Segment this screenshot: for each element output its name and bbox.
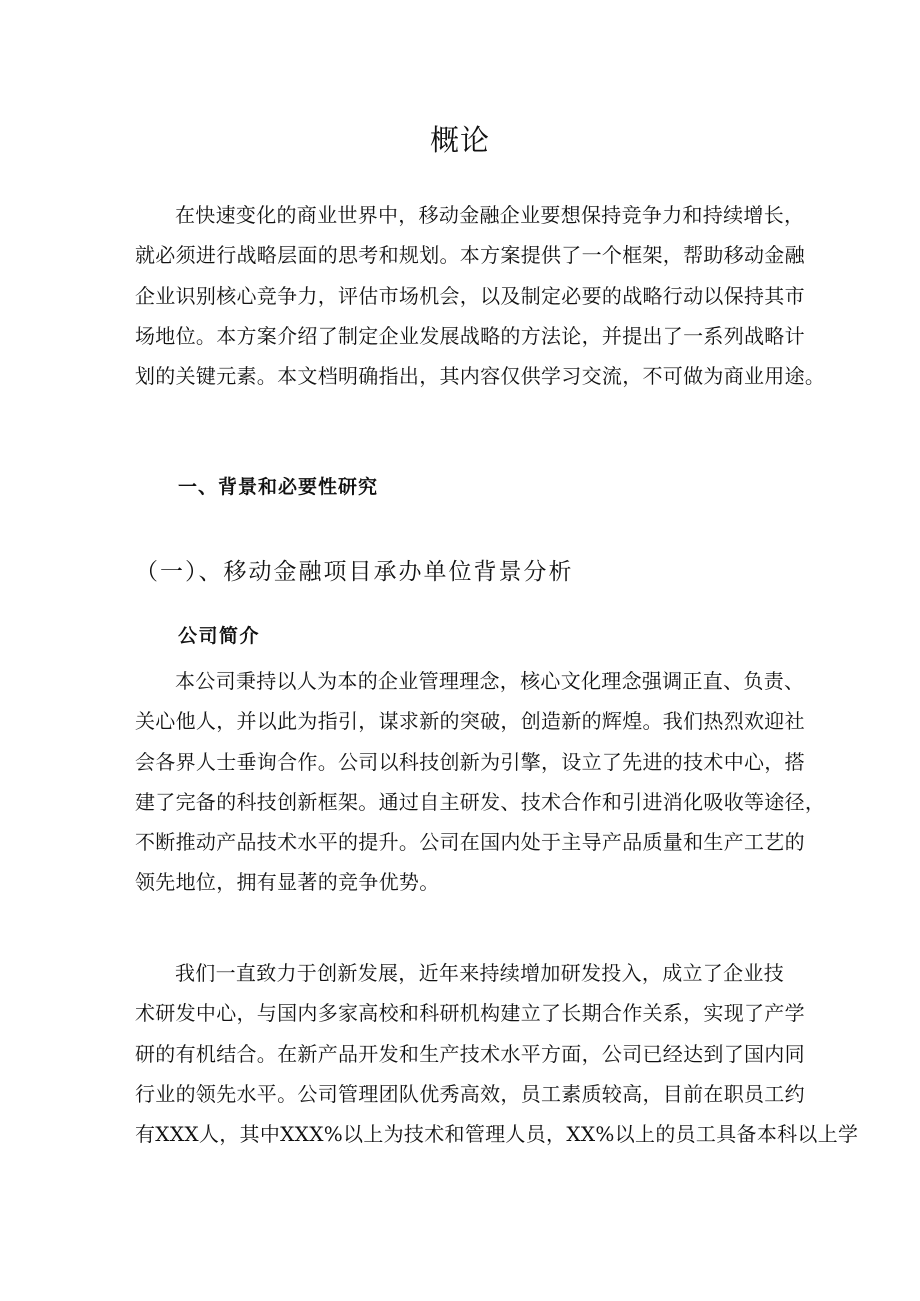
paragraph-line: 本公司秉持以人为本的企业管理理念，核心文化理念强调正直、负责、	[175, 669, 805, 693]
company-paragraph-1	[135, 661, 826, 903]
intro-line: 企业识别核心竞争力，评估市场机会，以及制定必要的战略行动以保持其市	[135, 283, 805, 308]
paragraph-line: 不断推动产品技术水平的提升。公司在国内处于主导产品质量和生产工艺的	[135, 830, 805, 855]
subsection-heading: （一）、移动金融项目承办单位背景分析	[135, 559, 574, 585]
intro-paragraph	[135, 195, 826, 396]
company-intro-heading: 公司简介	[178, 625, 261, 647]
paragraph-line: 会各界人士垂询合作。公司以科技创新为引擎，设立了先进的技术中心，搭	[135, 749, 805, 774]
paragraph-line: 关心他人，并以此为指引，谋求新的突破，创造新的辉煌。我们热烈欢迎社	[135, 709, 805, 734]
section-heading: 一、背景和必要性研究	[178, 476, 379, 498]
paragraph-line: 领先地位，拥有显著的竞争优势。	[135, 870, 440, 895]
paragraph-line: 有XXX人，其中XXX%以上为技术和管理人员，XX%以上的员工具备本科以上学	[135, 1122, 859, 1147]
paragraph-line: 术研发中心，与国内多家高校和科研机构建立了长期合作关系，实现了产学	[135, 1001, 805, 1026]
paragraph-line: 行业的领先水平。公司管理团队优秀高效，员工素质较高，目前在职员工约	[135, 1081, 805, 1106]
intro-line: 场地位。本方案介绍了制定企业发展战略的方法论，并提出了一系列战略计	[135, 323, 805, 348]
paragraph-line: 建了完备的科技创新框架。通过自主研发、技术合作和引进消化吸收等途径，	[135, 789, 826, 814]
document-title: 概论	[429, 123, 490, 157]
company-paragraph-2	[135, 953, 859, 1154]
intro-line: 就必须进行战略层面的思考和规划。本方案提供了一个框架，帮助移动金融	[135, 243, 805, 268]
intro-line: 在快速变化的商业世界中，移动金融企业要想保持竞争力和持续增长，	[175, 203, 805, 227]
paragraph-line: 我们一直致力于创新发展，近年来持续增加研发投入，成立了企业技	[175, 961, 784, 985]
paragraph-line: 研的有机结合。在新产品开发和生产技术水平方面，公司已经达到了国内同	[135, 1041, 805, 1066]
intro-line: 划的关键元素。本文档明确指出，其内容仅供学习交流，不可做为商业用途。	[135, 364, 826, 389]
